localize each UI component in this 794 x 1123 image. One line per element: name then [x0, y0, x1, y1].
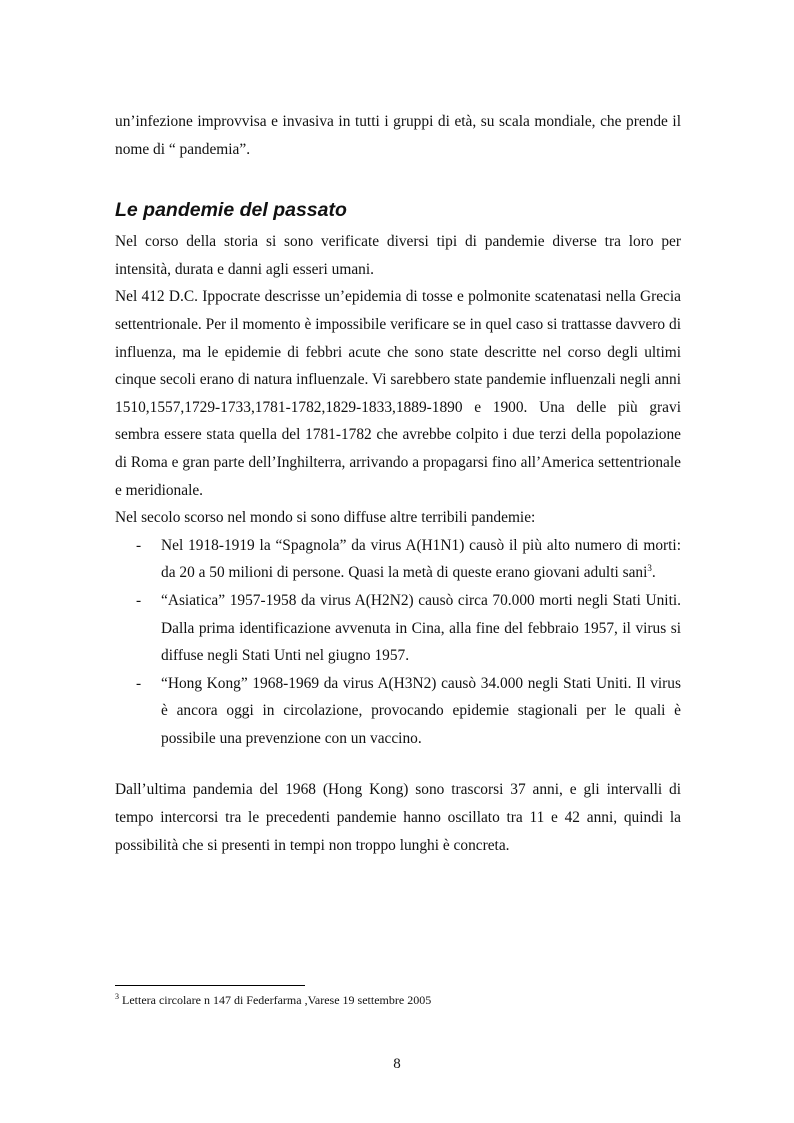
paragraph-intro-history: Nel corso della storia si sono verificate diversi tipi di pandemie diverse tra loro per intensità, durata e danni agli esseri umani.: [115, 233, 681, 278]
list-item-asiatica: [115, 587, 681, 670]
list-dash: -: [136, 674, 142, 692]
section-heading: Le pandemie del passato: [115, 199, 347, 222]
footnote: [115, 992, 431, 1008]
pandemic-list: [115, 532, 681, 753]
paragraph-last-century: Nel secolo scorso nel mondo si sono diffuse altre terribili pandemie:: [115, 509, 536, 527]
list-item-hong-kong: [115, 670, 681, 753]
list-item-text: “Asiatica” 1957-1958 da virus A(H2N2) causò circa 70.000 morti negli Stati Uniti. Dalla prima identificazione avvenuta in Cina, alla fine del febbraio 1957, il virus si diffuse negli Stati Unti nel giugno 1957.: [161, 591, 681, 665]
closing-paragraph: Dall’ultima pandemia del 1968 (Hong Kong) sono trascorsi 37 anni, e gli intervalli di tempo intercorsi tra le precedenti pandemie hanno oscillato tra 11 e 42 anni, quindi la possibilità che si presenti in tempi non troppo lunghi è concreta.: [115, 781, 681, 854]
intro-paragraph: un’infezione improvvisa e invasiva in tutti i gruppi di età, su scala mondiale, che prende il nome di “ pandemia”.: [115, 113, 681, 158]
list-item-tail: .: [651, 564, 656, 582]
paragraph-ippocrate: Nel 412 D.C. Ippocrate descrisse un’epidemia di tosse e polmonite scatenatasi nella Grecia settentrionale. Per il momento è impossibile verificare se in quel caso si trattasse davvero di influenza, ma le epidemie di febbri acute che sono state descritte nel corso degli ultimi cinque secoli erano di natura influenzale. Vi sarebbero state pandemie influenzali negli anni 1510,1557,1729-1733,1781-1782,1829-1833,1889-1890 e 1900. Una delle più gravi sembra essere stata quella del 1781-1782 che avrebbe colpito i due terzi della popolazione di Roma e gran parte dell’Inghilterra, arrivando a propagarsi fino all’America settentrionale e meridionale.: [115, 288, 681, 499]
page-number: 8: [393, 1056, 401, 1072]
list-item-text: “Hong Kong” 1968-1969 da virus A(H3N2) causò 34.000 negli Stati Uniti. Il virus è ancora oggi in circolazione, provocando epidemie stagionali per le quali è possibile una prevenzione con un vaccino.: [161, 674, 681, 747]
page-body: [115, 108, 681, 859]
list-item-text: Nel 1918-1919 la “Spagnola” da virus A(H1N1) causò il più alto numero di morti: da 20 a 50 milioni di persone. Quasi la metà di queste erano giovani adulti sani: [161, 536, 681, 582]
footnote-number: 3: [115, 992, 119, 1001]
footnote-ref[interactable]: 3: [647, 563, 652, 574]
list-item-spagnola: [115, 532, 681, 587]
footnote-separator: [115, 985, 305, 986]
list-dash: -: [136, 536, 142, 554]
footnote-text: Lettera circolare n 147 di Federfarma ,Varese 19 settembre 2005: [119, 993, 432, 1007]
list-dash: -: [136, 591, 142, 609]
